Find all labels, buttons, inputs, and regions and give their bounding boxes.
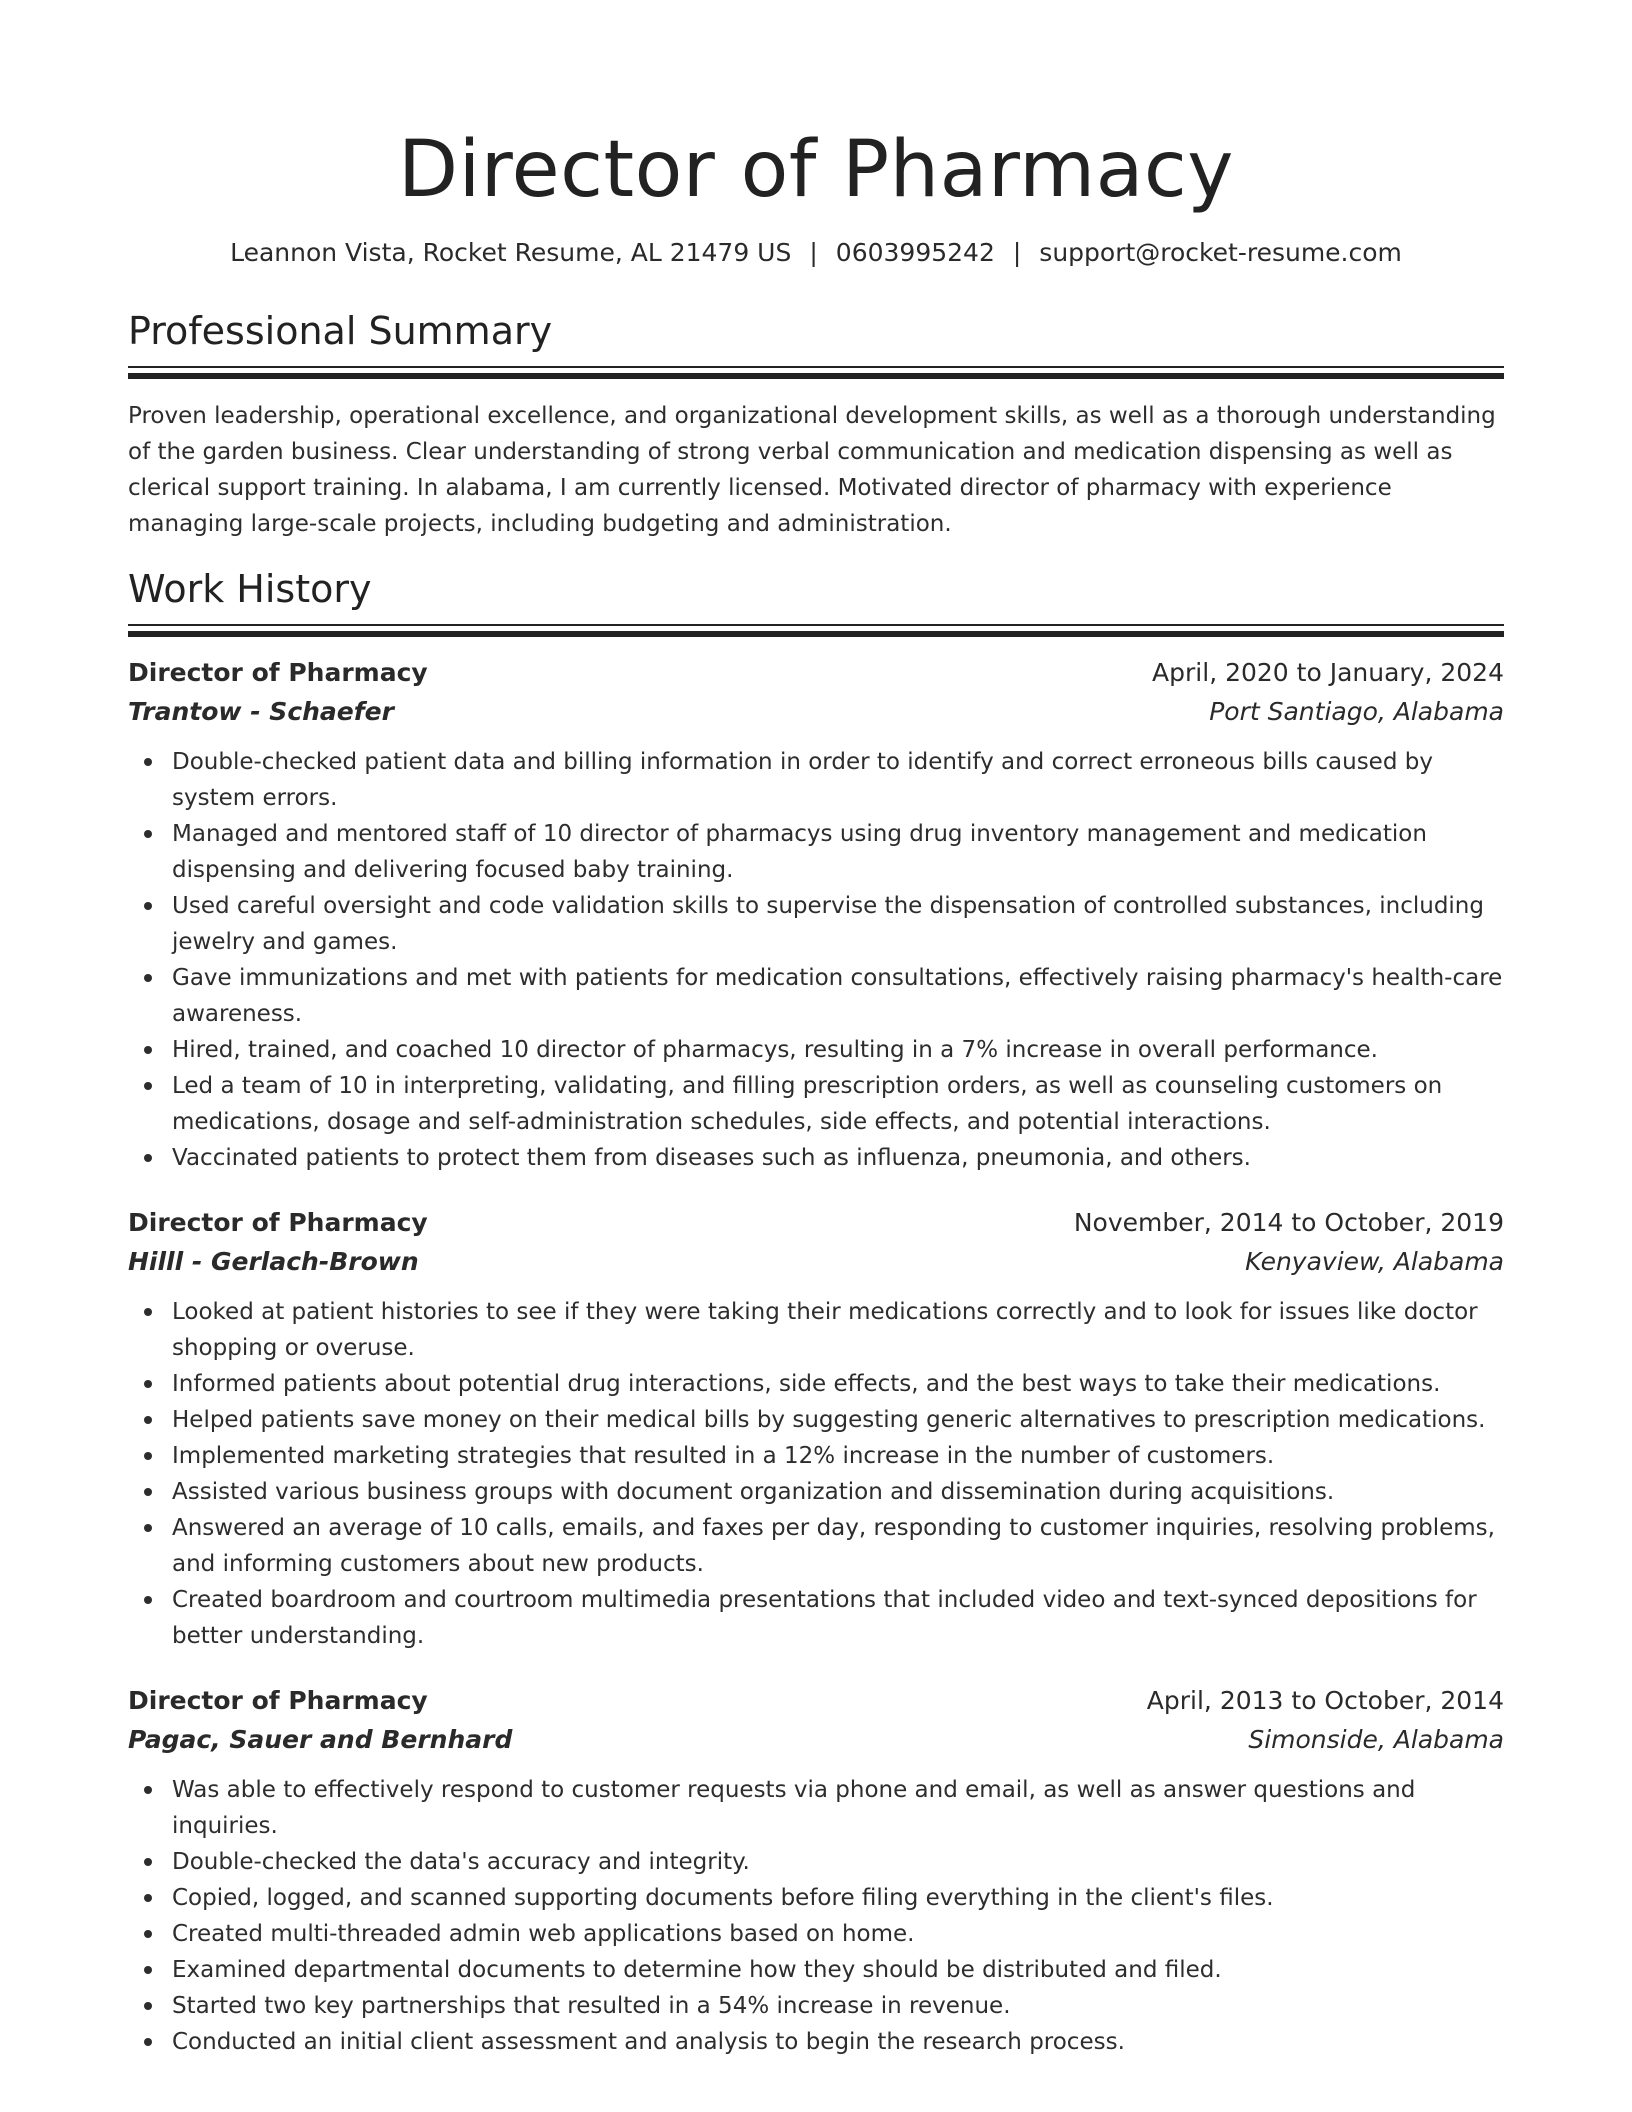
job-dates: April, 2013 to October, 2014 [1146, 1686, 1504, 1715]
job-dates: November, 2014 to October, 2019 [1073, 1208, 1504, 1237]
section-divider [128, 624, 1504, 638]
list-item: Conducted an initial client assessment and analysis to begin the research process. [172, 2024, 1504, 2060]
job-subheader [128, 692, 1504, 732]
list-item: Answered an average of 10 calls, emails, and faxes per day, responding to customer inquiries, resolving problems, and informing customers about new products. [172, 1510, 1504, 1582]
job-title: Director of Pharmacy [128, 658, 428, 687]
job-entry [128, 1204, 1504, 1654]
summary-section [128, 308, 1504, 542]
job-dates: April, 2020 to January, 2024 [1152, 658, 1504, 687]
list-item: Informed patients about potential drug interactions, side effects, and the best ways to take their medications. [172, 1366, 1504, 1402]
list-item: Assisted various business groups with document organization and dissemination during acquisitions. [172, 1474, 1504, 1510]
list-item: Created boardroom and courtroom multimedia presentations that included video and text-synced depositions for better understanding. [172, 1582, 1504, 1654]
list-item: Implemented marketing strategies that resulted in a 12% increase in the number of customers. [172, 1438, 1504, 1474]
list-item: Helped patients save money on their medical bills by suggesting generic alternatives to prescription medications. [172, 1402, 1504, 1438]
job-bullets [128, 1294, 1504, 1654]
job-entry [128, 654, 1504, 1176]
list-item: Double-checked the data's accuracy and integrity. [172, 1844, 1504, 1880]
job-subheader [128, 1242, 1504, 1282]
contact-email: support@rocket-resume.com [1039, 238, 1402, 267]
job-location: Port Santiago, Alabama [1209, 697, 1504, 726]
job-entry [128, 1682, 1504, 2060]
contact-separator: | [1012, 238, 1022, 267]
resume-page [128, 0, 1504, 2060]
contact-phone: 0603995242 [835, 238, 995, 267]
list-item: Led a team of 10 in interpreting, validating, and filling prescription orders, as well as counseling customers on medications, dosage and self-administration schedules, side effects, and potential interactions. [172, 1068, 1504, 1140]
list-item: Used careful oversight and code validation skills to supervise the dispensation of controlled substances, including jewelry and games. [172, 888, 1504, 960]
job-location: Simonside, Alabama [1248, 1725, 1504, 1754]
work-history-section [128, 566, 1504, 2060]
section-heading-work-history: Work History [128, 567, 372, 611]
summary-text: Proven leadership, operational excellence, and organizational development skills, as well as a thorough understanding of the garden business. Clear understanding of strong verbal communication and medication dispensing as well as clerical support training. In alabama, I am currently licensed. Motivated director of pharmacy with experience managing large-scale projects, including budgeting and administration. [128, 403, 1496, 537]
list-item: Looked at patient histories to see if they were taking their medications correctly and to look for issues like doctor shopping or overuse. [172, 1294, 1504, 1366]
job-header [128, 1682, 1504, 1720]
list-item: Gave immunizations and met with patients for medication consultations, effectively raising pharmacy's health-care awareness. [172, 960, 1504, 1032]
list-item: Was able to effectively respond to customer requests via phone and email, as well as answer questions and inquiries. [172, 1772, 1504, 1844]
list-item: Vaccinated patients to protect them from diseases such as influenza, pneumonia, and others. [172, 1140, 1504, 1176]
contact-separator: | [809, 238, 818, 267]
list-item: Copied, logged, and scanned supporting documents before filing everything in the client's files. [172, 1880, 1504, 1916]
list-item: Created multi-threaded admin web applications based on home. [172, 1916, 1504, 1952]
job-bullets [128, 744, 1504, 1176]
list-item: Managed and mentored staff of 10 director of pharmacys using drug inventory management and medication dispensing and delivering focused baby training. [172, 816, 1504, 888]
job-company: Hilll - Gerlach-Brown [128, 1247, 419, 1276]
job-company: Trantow - Schaefer [128, 697, 394, 726]
contact-address: Leannon Vista, Rocket Resume, AL 21479 US [230, 238, 792, 267]
job-header [128, 654, 1504, 692]
list-item: Double-checked patient data and billing information in order to identify and correct erroneous bills caused by system errors. [172, 744, 1504, 816]
job-title: Director of Pharmacy [128, 1686, 428, 1715]
list-item: Hired, trained, and coached 10 director of pharmacys, resulting in a 7% increase in overall performance. [172, 1032, 1504, 1068]
job-title: Director of Pharmacy [128, 1208, 428, 1237]
job-location: Kenyaview, Alabama [1245, 1247, 1504, 1276]
job-bullets [128, 1772, 1504, 2060]
page-title: Director of Pharmacy [398, 125, 1234, 215]
contact-line [128, 236, 1504, 270]
section-heading-summary: Professional Summary [128, 309, 553, 353]
job-company: Pagac, Sauer and Bernhard [128, 1725, 513, 1754]
list-item: Started two key partnerships that resulted in a 54% increase in revenue. [172, 1988, 1504, 2024]
job-header [128, 1204, 1504, 1242]
section-divider [128, 366, 1504, 380]
list-item: Examined departmental documents to determine how they should be distributed and filed. [172, 1952, 1504, 1988]
job-subheader [128, 1720, 1504, 1760]
